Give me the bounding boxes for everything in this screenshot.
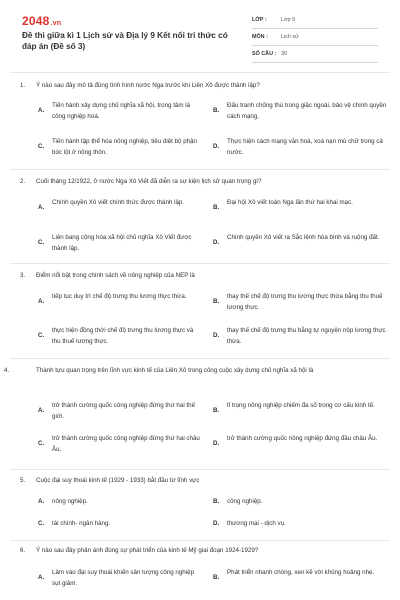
question-prompt: Cuộc đại suy thoái kinh tế (1929 - 1933) bắt đầu từ lĩnh vực <box>36 477 200 484</box>
meta-row-count <box>252 46 378 63</box>
exam-title: Đề thi giữa kì 1 Lịch sử và Địa lý 9 Kết nối tri thức có đáp án (Đề số 3) <box>22 31 228 51</box>
divider <box>10 469 390 470</box>
question-text <box>4 365 365 377</box>
option-letter: A. <box>38 407 45 414</box>
meta-label: LỚP : <box>252 17 267 23</box>
divider <box>10 263 390 264</box>
brand-logo[interactable] <box>22 14 61 28</box>
option-text: Lâm vào đại suy thoái khiến sản lượng công nghiệp sụt giảm. <box>52 569 195 587</box>
question-number: 2. <box>20 178 26 185</box>
divider <box>10 169 390 170</box>
divider <box>10 358 390 359</box>
question-number: 5. <box>20 477 26 484</box>
question-prompt: Ý nào sau đây mô tả đúng tình hình nước Nga trước khi Liên Xô được thành lập? <box>36 82 260 89</box>
option-letter: B. <box>213 574 220 581</box>
page-header <box>0 0 400 64</box>
option-text: trở thành cường quốc nông nghiệp đứng đầu châu Âu. <box>227 435 378 442</box>
meta-value: Lịch sử <box>281 34 299 40</box>
option-text: tỉ trọng nông nghiệp chiếm đa số trong cơ cấu kinh tế. <box>227 402 375 409</box>
option-text: Chính quyền Xô viết chính thức được thành lập. <box>52 199 185 206</box>
exam-meta <box>252 12 378 63</box>
question-prompt: Cuối tháng 12/1922, ở nước Nga Xô Viết đã diễn ra sự kiện lịch sử quan trọng gì? <box>36 178 262 185</box>
option-letter: B. <box>213 107 220 114</box>
option-b[interactable] <box>213 292 383 314</box>
option-text: thực hiện đồng thời chế độ trưng thu lương thực và thu thuế lương thực. <box>52 327 194 345</box>
meta-value: 30 <box>281 51 287 57</box>
option-d[interactable] <box>213 519 383 531</box>
option-d[interactable] <box>213 326 386 348</box>
option-text: Thực hiện cách mạng văn hoá, xoá nạn mù chữ trong cả nước. <box>227 138 383 156</box>
meta-label: MÔN : <box>252 34 268 40</box>
option-text: Phát triển nhanh chóng, xen kẽ với khủng hoảng nhẹ. <box>227 569 375 576</box>
option-text: trở thành cường quốc công nghiệp đứng thứ hai thế giới. <box>52 402 196 420</box>
option-letter: B. <box>213 498 220 505</box>
option-letter: D. <box>213 332 220 339</box>
question-text <box>20 475 378 487</box>
option-letter: D. <box>213 239 220 246</box>
question-number: 4. <box>4 367 10 374</box>
option-letter: B. <box>213 407 220 414</box>
option-letter: A. <box>38 298 45 305</box>
meta-value: Lớp 9 <box>281 17 296 23</box>
meta-row-subject <box>252 29 378 46</box>
question-text <box>20 270 378 282</box>
option-text: Chính quyền Xô viết ra Sắc lệnh hòa bình và ruộng đất. <box>227 234 380 241</box>
option-d[interactable] <box>213 434 383 456</box>
option-letter: A. <box>38 498 45 505</box>
option-letter: C. <box>38 440 45 447</box>
option-text: Tiến hành tập thể hóa nông nghiệp, tiêu diệt bộ phận bóc lột ở nông thôn. <box>52 138 197 156</box>
brand-logo-suffix: .vn <box>50 20 62 27</box>
brand-logo-text: 2048 <box>22 14 50 28</box>
option-letter: C. <box>38 520 45 527</box>
option-text: trở thành cường quốc công nghiệp đứng thứ hai châu Âu. <box>52 435 200 453</box>
question-prompt: Thành tựu quan trọng trên lĩnh vực kinh tế của Liên Xô trong công cuộc xây dựng chủ nghĩa xã hội là <box>36 367 314 374</box>
option-letter: B. <box>213 204 220 211</box>
option-letter: C. <box>38 143 45 150</box>
option-letter: D. <box>213 520 220 527</box>
option-a[interactable] <box>38 292 208 314</box>
option-b[interactable] <box>213 101 387 123</box>
option-a[interactable] <box>38 198 208 220</box>
option-a[interactable] <box>38 101 208 123</box>
option-text: thay thế chế độ trưng thu bằng tự nguyện nộp lương thực thừa. <box>227 327 386 345</box>
option-c[interactable] <box>38 519 208 531</box>
meta-row-class <box>252 12 378 29</box>
option-b[interactable] <box>213 401 383 423</box>
option-a[interactable] <box>38 401 208 423</box>
option-b[interactable] <box>213 568 383 590</box>
question-text <box>20 545 378 557</box>
option-text: tài chính- ngân hàng. <box>52 520 111 527</box>
divider <box>10 72 390 73</box>
option-letter: C. <box>38 332 45 339</box>
question-number: 3. <box>20 272 26 279</box>
option-d[interactable] <box>213 233 383 255</box>
option-letter: A. <box>38 107 45 114</box>
option-d[interactable] <box>213 137 383 159</box>
option-text: công nghiệp. <box>227 498 263 505</box>
option-letter: A. <box>38 574 45 581</box>
option-text: nông nghiệp. <box>52 498 88 505</box>
option-text: Đại hội Xô viết toàn Nga lần thứ hai khai mạc. <box>227 199 353 206</box>
option-c[interactable] <box>38 233 208 255</box>
option-b[interactable] <box>213 198 383 220</box>
option-c[interactable] <box>38 137 208 159</box>
option-a[interactable] <box>38 497 208 509</box>
option-letter: D. <box>213 440 220 447</box>
option-c[interactable] <box>38 434 208 456</box>
option-letter: D. <box>213 143 220 150</box>
option-letter: C. <box>38 239 45 246</box>
option-text: thay thế chế độ trưng thu lương thực thừa bằng thu thuế lương thực. <box>227 293 383 311</box>
option-text: Tiến hành xây dựng chủ nghĩa xã hội, trong tâm là công nghiệp hoá. <box>52 102 191 120</box>
option-c[interactable] <box>38 326 208 348</box>
option-a[interactable] <box>38 568 208 590</box>
divider <box>10 540 390 541</box>
option-letter: B. <box>213 298 220 305</box>
question-number: 6. <box>20 547 26 554</box>
question-text <box>20 176 378 188</box>
question-prompt: Ý nào sau đây phản ánh đúng sự phát triển của kinh tế Mỹ giai đoạn 1924-1929? <box>36 547 259 554</box>
option-text: tiếp tục duy trì chế độ trưng thu lương thực thừa. <box>52 293 187 300</box>
question-text <box>20 80 378 92</box>
question-number: 1. <box>20 82 26 89</box>
option-b[interactable] <box>213 497 383 509</box>
option-text: Liên bang cộng hòa xã hội chủ nghĩa Xô Viết được thành lập. <box>52 234 192 252</box>
meta-label: SỐ CÂU : <box>252 51 277 57</box>
option-letter: A. <box>38 204 45 211</box>
option-text: thương mại - dịch vụ. <box>227 520 286 527</box>
option-text: Đấu tranh chống thù trong giặc ngoài, bảo vệ chính quyền cách mạng. <box>227 102 387 120</box>
question-prompt: Điểm nổi bật trong chính sách về nông nghiệp của NEP là <box>36 272 195 279</box>
